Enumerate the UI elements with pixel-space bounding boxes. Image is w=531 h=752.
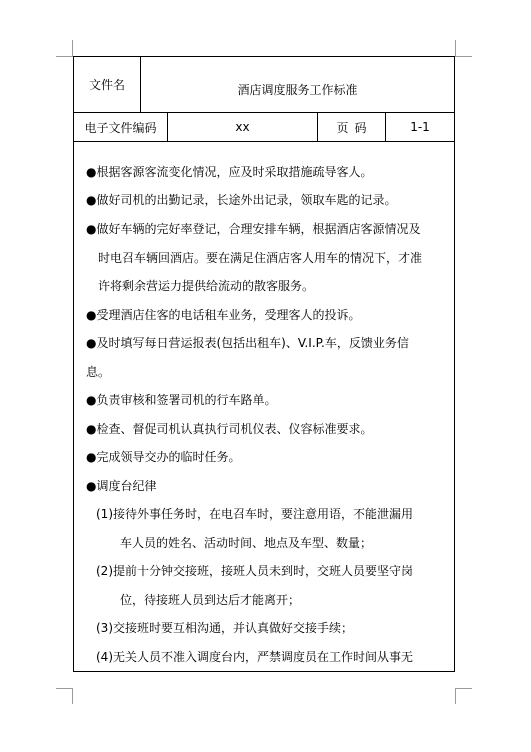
content-line: ●及时填写每日营运报表(包括出租车)、V.I.P.车，反馈业务信: [86, 336, 409, 350]
filename-label: 文件名: [74, 57, 141, 112]
page-value: 1-1: [410, 120, 430, 134]
content-line: ●负责审核和签署司机的行车路单。: [86, 393, 277, 407]
content-line: 位，待接班人员到达后才能离开；: [120, 593, 301, 607]
content-line: ●做好司机的出勤记录，长途外出记录，领取车匙的记录。: [86, 193, 397, 207]
title-row: [74, 57, 454, 113]
content-line: ●检查、督促司机认真执行司机仪表、仪容标准要求。: [86, 422, 373, 436]
code-value: xx: [168, 113, 318, 141]
code-label: 电子文件编码: [74, 113, 168, 141]
content-line: (1)接待外事任务时，在电召车时，要注意用语，不能泄漏用: [96, 507, 414, 521]
content-line: 车人员的姓名、活动时间、地点及车型、数量；: [120, 536, 373, 550]
content-line: (3)交接班时要互相沟通，并认真做好交接手续；: [96, 621, 353, 635]
content-line: ●完成领导交办的临时任务。: [86, 450, 241, 464]
meta-row: [74, 113, 454, 142]
content-line: (2)提前十分钟交接班，接班人员未到时，交班人员要坚守岗: [96, 564, 414, 578]
page-label: 页码: [318, 113, 386, 141]
content-line: (4)无关人员不准入调度台内，严禁调度员在工作时间从事无: [96, 650, 414, 664]
document-table: [73, 56, 455, 672]
content-line: ●受理酒店住客的电话租车业务，受理客人的投诉。: [86, 308, 361, 322]
content-line: ●做好车辆的完好率登记，合理安排车辆，根据酒店客源情况及: [86, 222, 421, 236]
content-line: 息。: [86, 365, 111, 379]
content-row: [74, 142, 454, 671]
content-line: ●调度台纪律: [86, 479, 157, 493]
content-line: 许将剩余营运力提供给流动的散客服务。: [98, 279, 315, 293]
document-title: 酒店调度服务工作标准: [237, 83, 358, 97]
content-line: 时电召车辆回酒店。要在满足住酒店客人用车的情况下，才准: [98, 251, 423, 265]
content-line: ●根据客源客流变化情况，应及时采取措施疏导客人。: [86, 165, 373, 179]
